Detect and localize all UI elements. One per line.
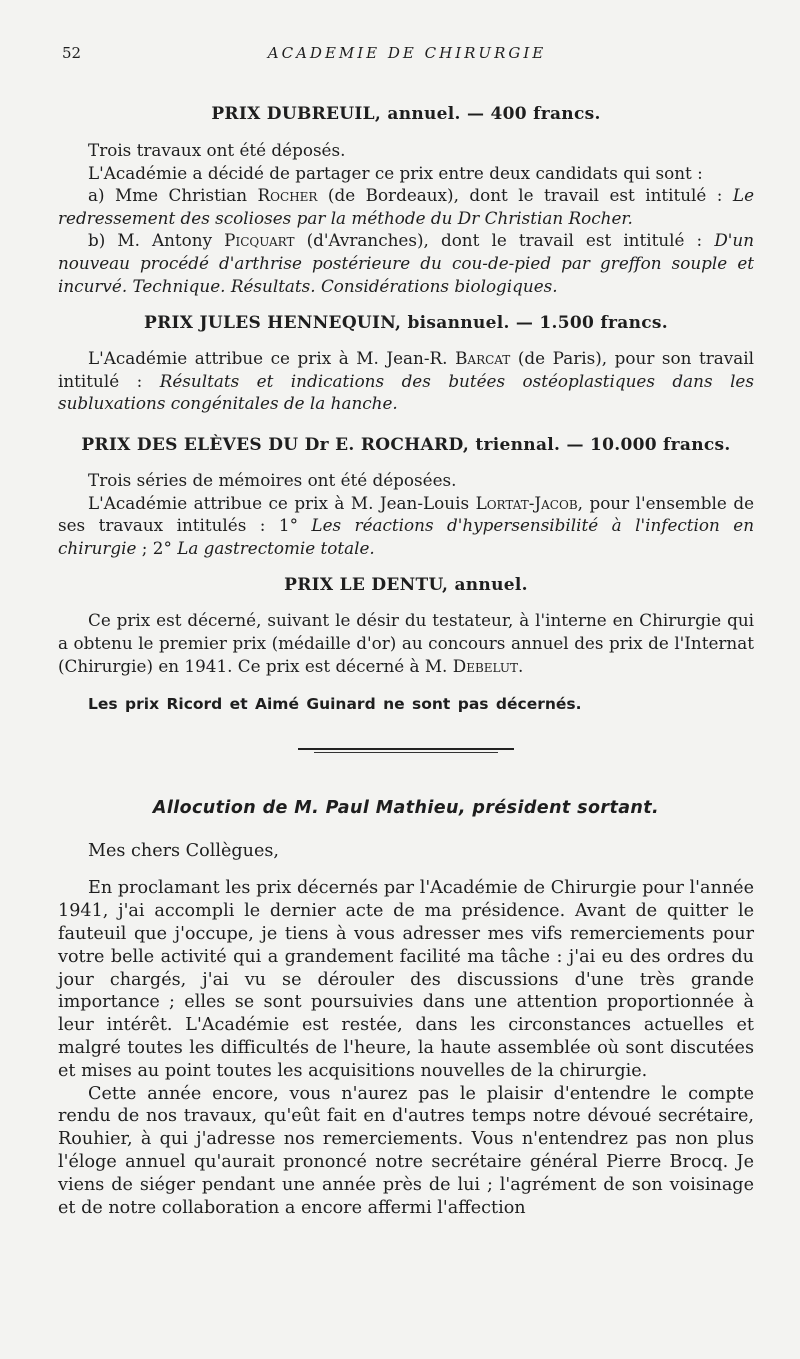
rochard-title-1: Les réactions d'hypersensibilité à l'infection en chirurgie: [58, 515, 755, 558]
page-number: 52: [62, 44, 82, 62]
rochard-prefix: L'Académie attribue ce prix à M. Jean-Louis: [88, 492, 476, 513]
hennequin-mid: (de Paris), pour son travail intitulé :: [58, 348, 754, 391]
rochard-paragraph-1: Trois séries de mémoires ont été déposées.: [88, 469, 457, 490]
prix-dentu-heading: PRIX LE DENTU, annuel.: [284, 575, 528, 596]
dubreuil-candidate-b: [58, 229, 754, 297]
dentu-name: Debelut: [452, 655, 518, 676]
candidate-a-name: Rocher: [257, 185, 318, 206]
dentu-end: .: [517, 655, 524, 676]
hennequin-prefix: L'Académie attribue ce prix à M. Jean-R.: [88, 348, 456, 369]
rochard-mid: , pour l'ensemble de ses travaux intitulés : 1°: [58, 492, 754, 536]
allocution-title: Allocution de M. Paul Mathieu, président sortant.: [152, 797, 660, 818]
prix-rochard-heading: PRIX DES ELÈVES DU Dr E. ROCHARD, triennal. — 10.000 francs.: [81, 434, 731, 455]
journal-title: ACADEMIE DE CHIRURGIE: [267, 44, 547, 62]
dentu-paragraph: [58, 609, 754, 677]
hennequin-name: Barcat: [455, 348, 511, 369]
allocution-speech: [58, 840, 754, 1220]
prix-hennequin-heading: PRIX JULES HENNEQUIN, bisannuel. — 1.500 francs.: [144, 313, 668, 334]
section-divider: [298, 748, 514, 750]
rochard-paragraph-2: [58, 492, 754, 560]
rochard-name: Lortat-Jacob: [475, 492, 578, 513]
candidate-a-title: Le redressement des scolioses par la méthode du Dr Christian Rocher.: [58, 185, 754, 228]
candidate-a-mid: (de Bordeaux), dont le travail est intitulé :: [317, 185, 733, 206]
hennequin-title: Résultats et indications des butées ostéoplastiques dans les subluxations congénitales de la hanche.: [58, 370, 754, 414]
candidate-b-mid: (d'Avranches), dont le travail est intitulé :: [294, 230, 715, 251]
dubreuil-candidate-a: [58, 184, 754, 229]
dubreuil-paragraph-1: Trois travaux ont été déposés.: [88, 140, 346, 160]
rochard-title-2: La gastrectomie totale.: [177, 537, 375, 558]
salutation: Mes chers Collègues,: [88, 840, 280, 861]
dubreuil-paragraph-2: L'Académie a décidé de partager ce prix entre deux candidats qui sont :: [88, 162, 703, 183]
candidate-b-prefix: b) M. Antony: [88, 230, 225, 251]
hennequin-paragraph: [58, 347, 754, 415]
candidate-b-name: Picquart: [224, 230, 295, 251]
speech-paragraph-1: En proclamant les prix décernés par l'Académie de Chirurgie pour l'année 1941, j'ai accompli le dernier acte de ma présidence. Avant de quitter le fauteuil que j'occupe, je tiens à vous adresser mes vifs remerciements pour votre belle activité qui a grandement facilité ma tâche : j'ai eu des ordres du jour chargés, j'ai vu se dérouler des discussions d'une très grande importance ; elles se sont poursuivies dans une attention proportionnée à leur intérêt. L'Académie est restée, dans les circonstances actuelles et malgré toutes les difficultés de l'heure, la haute assemblée où sont discutées et mises au point toutes les acquisitions nouvelles de la chirurgie.: [58, 878, 754, 1081]
running-header: [62, 44, 752, 68]
page-body: [58, 104, 754, 1219]
prix-dubreuil-heading: PRIX DUBREUIL, annuel. — 400 francs.: [211, 104, 601, 124]
dentu-text: Ce prix est décerné, suivant le désir du testateur, à l'interne en Chirurgie qui a obtenu le premier prix (médaille d'or) au concours annuel des prix de l'Internat (Chirurgie) en 1941. Ce prix est décerné à M.: [58, 610, 754, 676]
candidate-b-title: D'un nouveau procédé d'arthrise postérieure du cou-de-pied par greffon souple et incurvé. Technique. Résultats. Considérations biologiques.: [58, 230, 754, 296]
not-awarded-note: Les prix Ricord et Aimé Guinard ne sont pas décernés.: [88, 695, 582, 714]
speech-paragraph-2: Cette année encore, vous n'aurez pas le plaisir d'entendre le compte rendu de nos travaux, qu'eût fait en d'autres temps notre dévoué secrétaire, Rouhier, à qui j'adresse nos remerciements. Vous n'entendrez pas non plus l'éloge annuel qu'aurait prononcé notre secrétaire général Pierre Brocq. Je viens de siéger pendant une année près de lui ; l'agrément de son voisinage et de notre collaboration a encore affermi l'affection: [58, 1083, 754, 1218]
rochard-sep: ; 2°: [136, 537, 178, 558]
candidate-a-prefix: a) Mme Christian: [88, 185, 258, 206]
